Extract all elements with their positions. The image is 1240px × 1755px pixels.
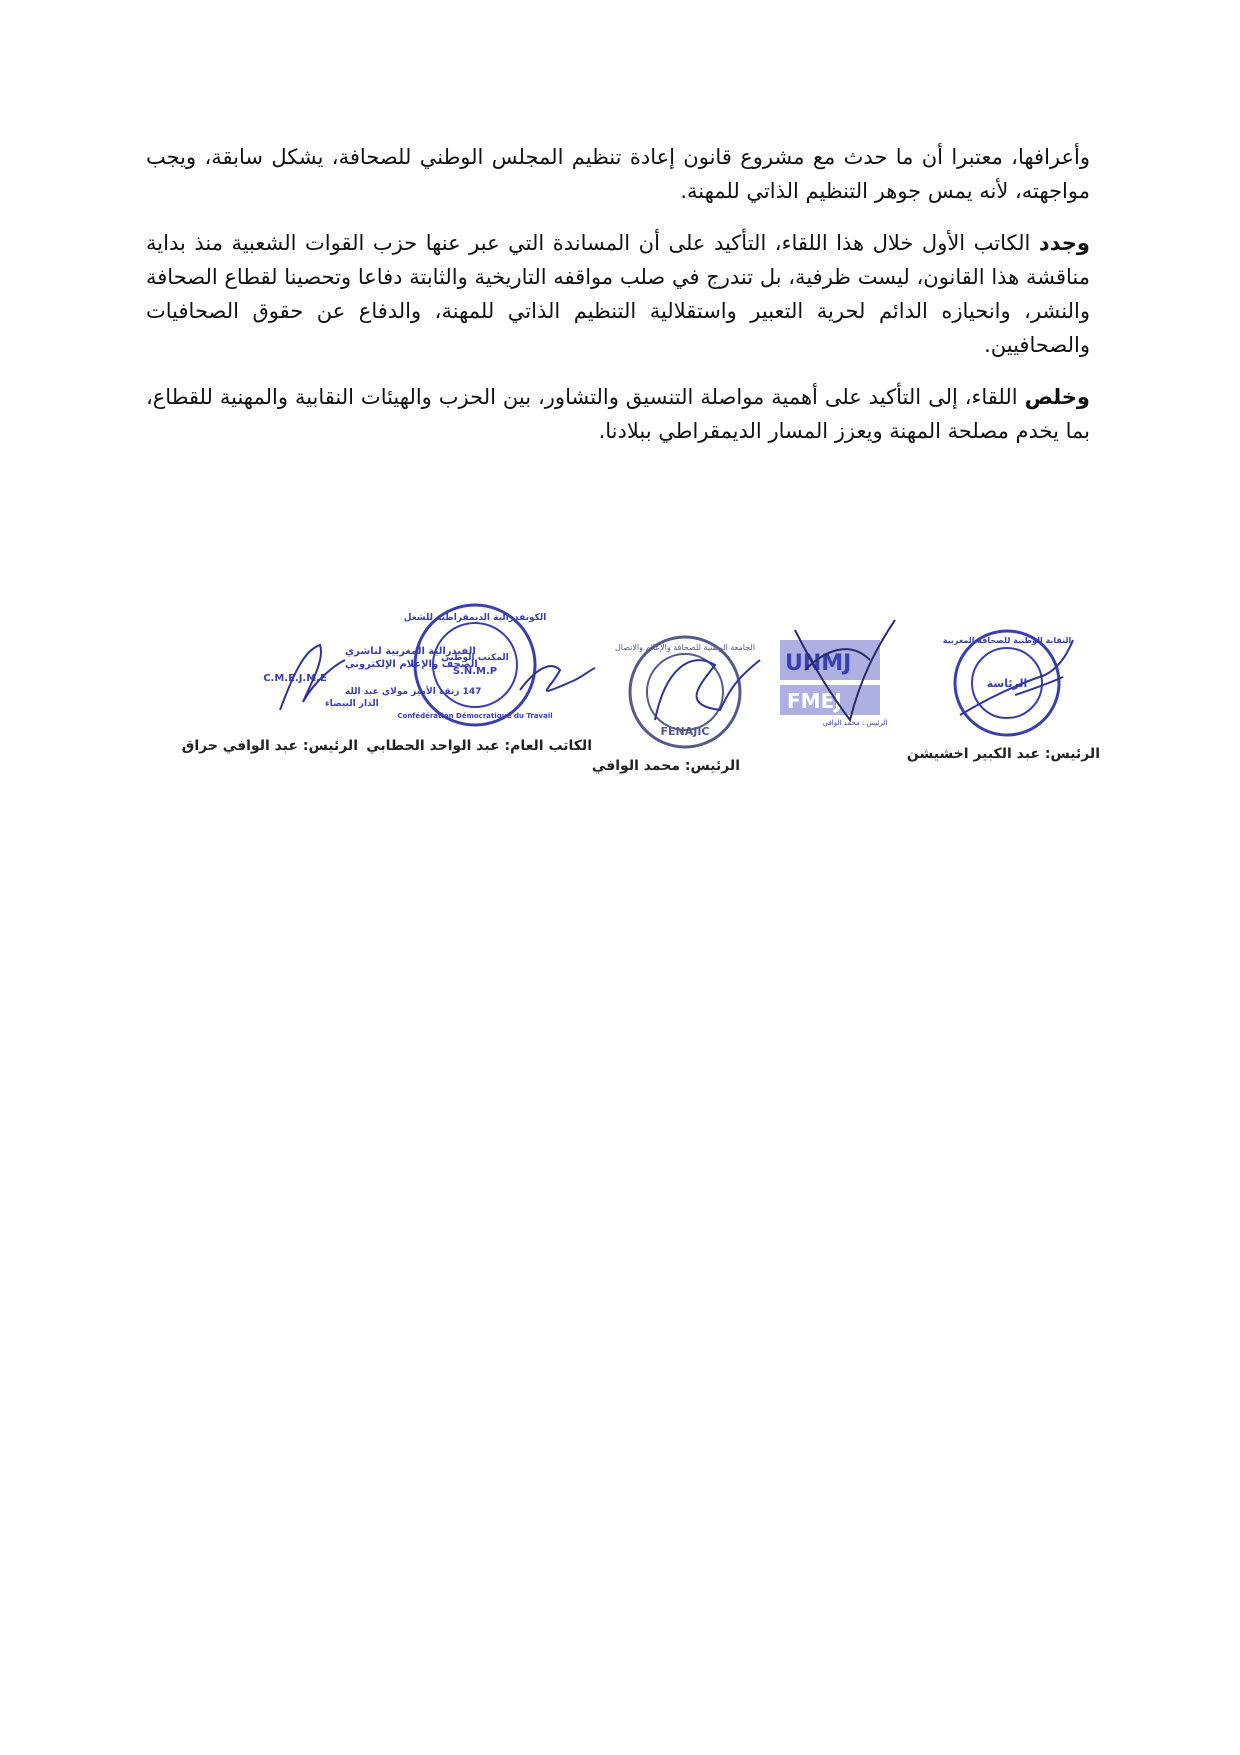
article-body — [146, 140, 1090, 466]
paragraph-text: الكاتب الأول خلال هذا اللقاء، التأكيد على أن المساندة التي عبر عنها حزب القوات الشعبية منذ بداية مناقشة هذا القانون، ليست ظرفية، بل تندرج في صلب مواقفه التاريخية والثابتة دفاعا وتحصينا لقطاع الصحافة والنشر، وانحيازه الدائم لحرية التعبير واستقلالية التنظيم الذاتي للمهنة، والدفاع عن حقوق الصحافيات والصحافيين. — [146, 231, 1090, 357]
signature-caption: الرئيس: عبد الكبير اخشيشن — [906, 746, 1100, 762]
svg-text:FMEJ: FMEJ — [787, 689, 842, 713]
round-stamp-icon — [397, 600, 600, 730]
round-stamp-icon — [942, 625, 1085, 745]
signature-caption: الرئيس: محمد الوافي — [591, 758, 740, 774]
svg-text:الصحف والإعلام الإلكتروني: الصحف والإعلام الإلكتروني — [345, 659, 478, 670]
signature-fenajic — [614, 630, 770, 760]
svg-text:147 زنقة الأمير مولاي عبد الله: 147 زنقة الأمير مولاي عبد الله — [345, 687, 482, 697]
paragraph-1 — [146, 140, 1090, 208]
signature-cdt — [397, 600, 600, 730]
svg-text:C.M.E.J.M.E: C.M.E.J.M.E — [263, 673, 327, 684]
signature-snpm — [942, 625, 1085, 745]
svg-text:الدار البيضاء: الدار البيضاء — [325, 699, 379, 709]
round-stamp-icon — [614, 630, 770, 760]
paragraph-lead: وجدد — [1038, 231, 1090, 255]
svg-text:الرئيس : محمد الوافي: الرئيس : محمد الوافي — [822, 719, 888, 727]
svg-text:الرئاسة: الرئاسة — [986, 677, 1028, 690]
signature-caption: الكاتب العام: عبد الواحد الحطابي — [366, 738, 592, 754]
svg-text:المكتب الوطني: المكتب الوطني — [441, 653, 509, 663]
paragraph-2 — [146, 226, 1090, 362]
signature-unmj — [775, 610, 905, 740]
paragraph-text: وأعرافها، معتبرا أن ما حدث مع مشروع قانون إعادة تنظيم المجلس الوطني للصحافة، يشكل سابقة، ويجب مواجهته، لأنه يمس جوهر التنظيم الذاتي للمهنة. — [146, 145, 1090, 203]
signature-caption: الرئيس: عبد الوافي حراق — [181, 738, 358, 754]
paragraph-lead: وخلص — [1024, 385, 1090, 409]
svg-text:الكونفدرالية الديمقراطية للشغل: الكونفدرالية الديمقراطية للشغل — [403, 613, 547, 623]
svg-text:FENAJIC: FENAJIC — [660, 725, 710, 738]
svg-text:S.N.M.P: S.N.M.P — [452, 666, 498, 677]
svg-text:الجامعة الوطنية للصحافة والإعل: الجامعة الوطنية للصحافة والإعلام والاتصال — [614, 643, 756, 652]
svg-text:UNMJ: UNMJ — [785, 651, 852, 676]
svg-text:الفيدرالية المغربية لناشري: الفيدرالية المغربية لناشري — [345, 646, 476, 657]
signatures-area — [0, 600, 1240, 800]
svg-text:Confédération Démocratique du: Confédération Démocratique du Travail — [397, 712, 553, 720]
logo-stamp-icon — [775, 610, 905, 740]
svg-text:النقابة الوطنية للصحافة المغرب: النقابة الوطنية للصحافة المغربية — [942, 636, 1072, 645]
paragraph-3 — [146, 380, 1090, 448]
paragraph-text: اللقاء، إلى التأكيد على أهمية مواصلة التنسيق والتشاور، بين الحزب والهيئات النقابية والمهنية للقطاع، بما يخدم مصلحة المهنة ويعزز المسار الديمقراطي ببلادنا. — [146, 385, 1090, 443]
